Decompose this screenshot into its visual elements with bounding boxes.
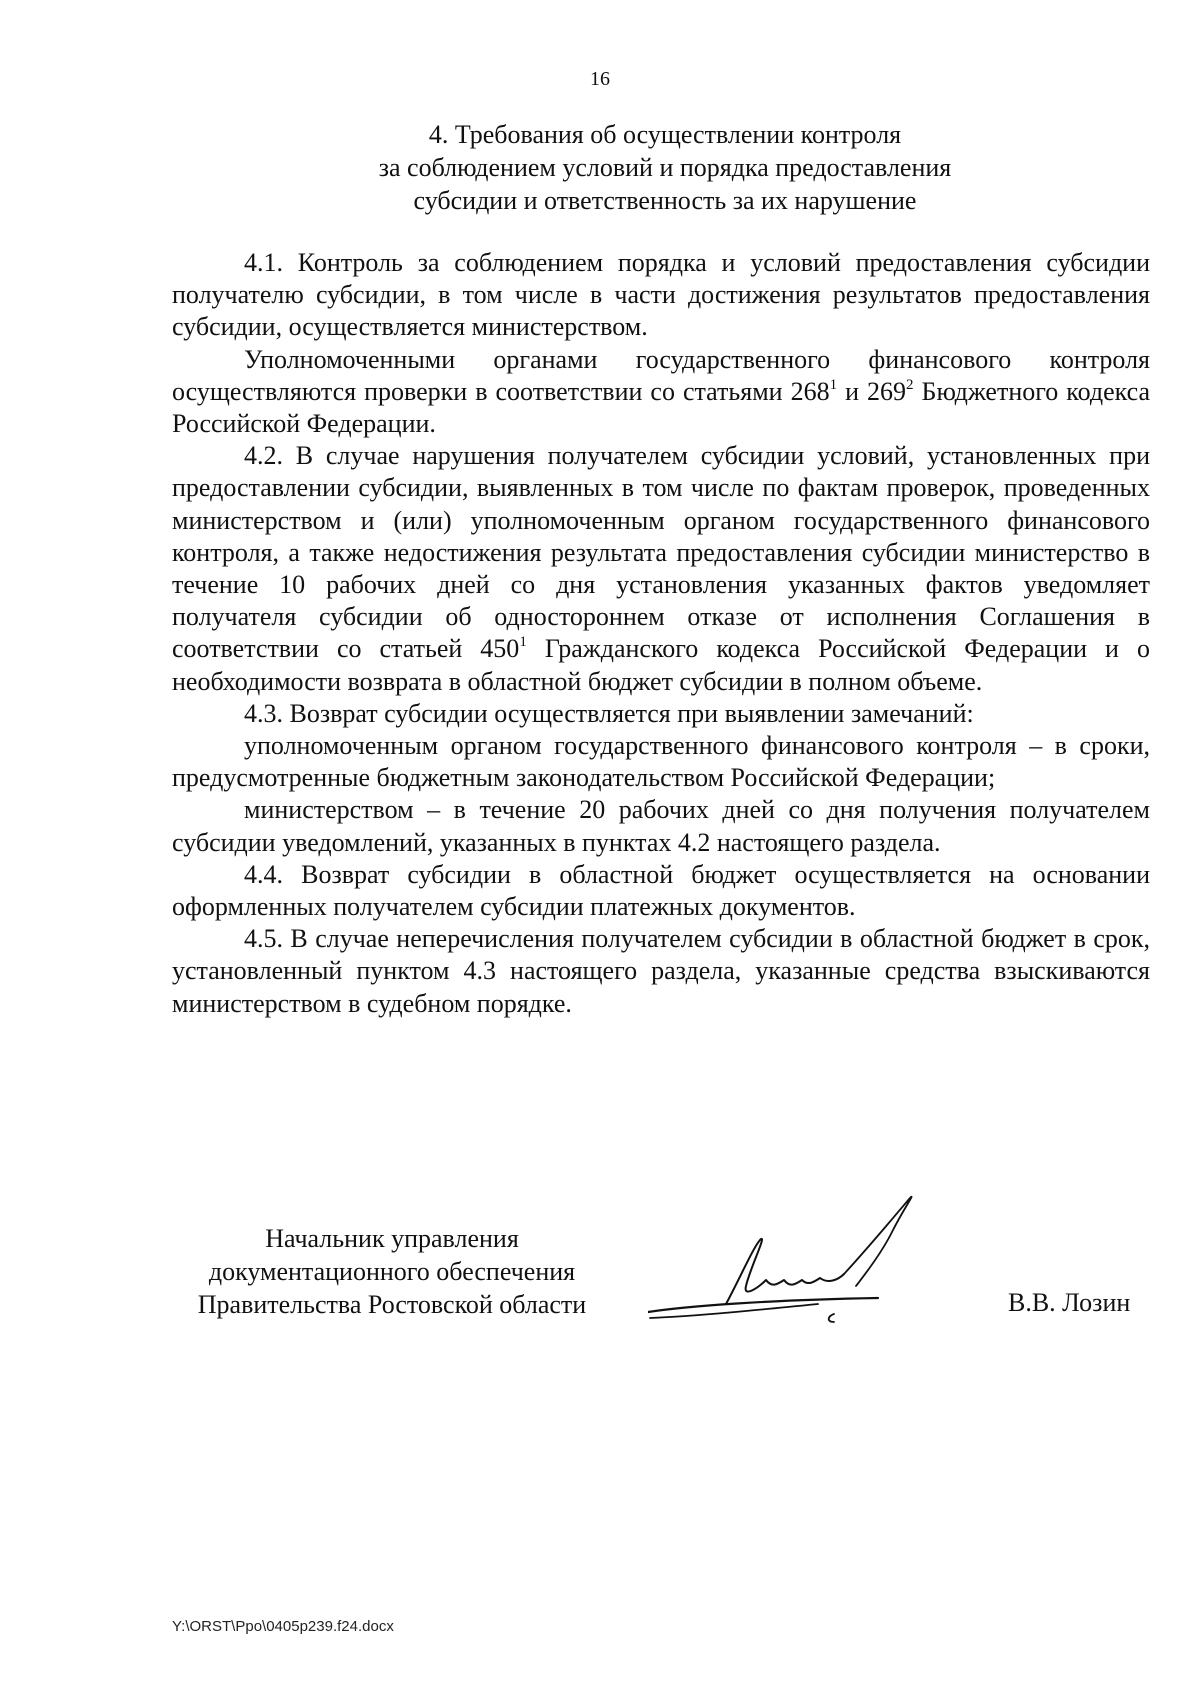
- text-segment: Бюджетного кодекса Российской Федерации.: [172, 376, 1150, 439]
- paragraph-4-4: 4.4. Возврат субсидии в областной бюджет осуществляется на основании оформленных получателем субсидии платежных документов.: [172, 859, 1150, 922]
- page-number: 16: [590, 68, 610, 90]
- text-segment: Уполномоченными органами государственного финансового контроля осуществляются проверки в соответствии со статьями 268: [172, 344, 1150, 406]
- handwritten-signature: [648, 1188, 988, 1338]
- paragraph-4-3: 4.3. Возврат субсидии осуществляется при выявлении замечаний:: [244, 698, 974, 728]
- superscript: 1: [829, 376, 838, 393]
- section-title: [160, 118, 1170, 217]
- paragraph-4-1-audits: [172, 344, 1150, 441]
- paragraph-4-3-item-b: министерством – в течение 20 рабочих дней со дня получения получателем субсидии уведомлений, указанных в пунктах 4.2 настоящего раздела.: [172, 795, 1150, 857]
- section-title-line-2: за соблюдением условий и порядка предоставления: [378, 153, 952, 182]
- text-segment: Гражданского кодекса Российской Федерации и о необходимости возврата в областной бюджет субсидии в полном объеме.: [172, 634, 1150, 696]
- superscript: 2: [906, 376, 914, 393]
- signer-title-line-2: документационного обеспечения: [208, 1257, 576, 1286]
- text-segment: 4.2. В случае нарушения получателем субсидии условий, установленных при предоставлении субсидии, выявленных в том числе по фактам проверок, проведенных министерством и (или) уполномоченным органом государственного финансового контроля, а также недостижения результата предоставления субсидии министерство в течение 10 рабочих дней со дня установления указанных фактов уведомляет получателя субсидии об одностороннем отказе от исполнения Соглашения в соответствии со статьей 450: [172, 441, 1150, 664]
- signer-title: [172, 1222, 612, 1321]
- superscript: 1: [519, 634, 527, 651]
- paragraph-4-2: [172, 440, 1150, 698]
- signer-title-line-3: Правительства Ростовской области: [197, 1290, 587, 1319]
- section-title-line-1: 4. Требования об осуществлении контроля: [428, 120, 902, 149]
- document-body: [172, 247, 1150, 1020]
- paragraph-4-5: 4.5. В случае неперечисления получателем субсидии в областной бюджет в срок, установленный пунктом 4.3 настоящего раздела, указанные средства взыскиваются министерством в судебном порядке.: [172, 924, 1150, 1018]
- text-segment: и 269: [837, 376, 907, 406]
- file-path-footer: Y:\ORST\Ppo\0405p239.f24.docx: [172, 1618, 394, 1635]
- signer-title-line-1: Начальник управления: [265, 1224, 519, 1253]
- paragraph-4-3-item-a: уполномоченным органом государственного финансового контроля – в сроки, предусмотренные бюджетным законодательством Российской Федерации;: [172, 731, 1150, 793]
- paragraph-4-1: 4.1. Контроль за соблюдением порядка и условий предоставления субсидии получателю субсидии, в том числе в части достижения результатов предоставления субсидии, осуществляется министерством.: [172, 248, 1150, 342]
- section-title-line-3: субсидии и ответственность за их нарушение: [413, 186, 917, 215]
- signer-name: В.В. Лозин: [1008, 1288, 1131, 1317]
